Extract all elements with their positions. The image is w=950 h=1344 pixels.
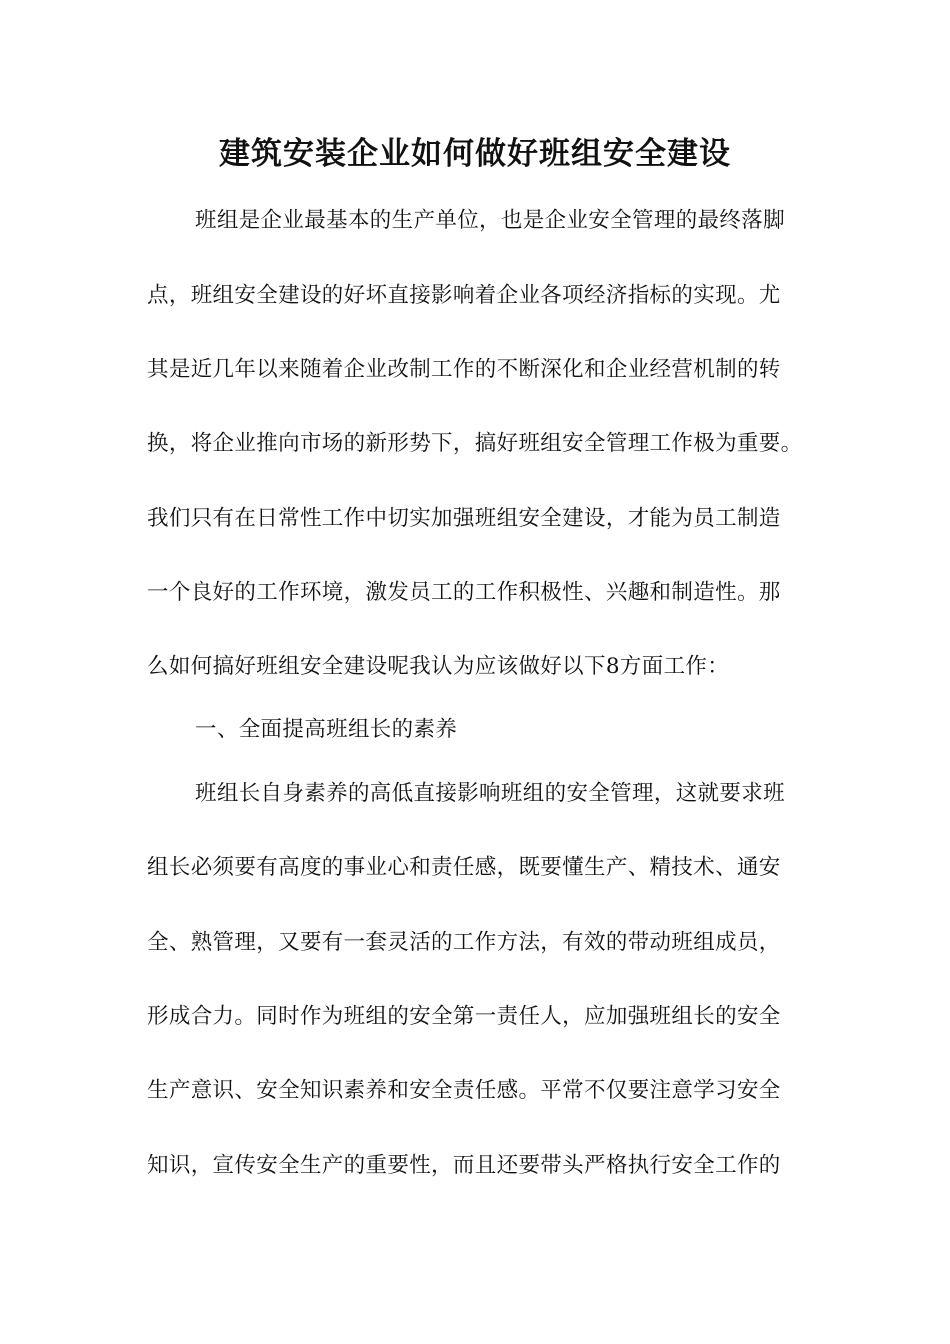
paragraph-line: 我们只有在日常性工作中切实加强班组安全建设，才能为员工制造: [147, 506, 781, 531]
paragraph-line: 其是近几年以来随着企业改制工作的不断深化和企业经营机制的转: [147, 357, 781, 382]
paragraph-line: 生产意识、安全知识素养和安全责任感。平常不仅要注意学习安全: [147, 1078, 781, 1103]
paragraph-line: 组长必须要有高度的事业心和责任感，既要懂生产、精技术、通安: [147, 855, 781, 880]
document-title: 建筑安装企业如何做好班组安全建设: [219, 136, 731, 172]
paragraph-line: 知识，宣传安全生产的重要性，而且还要带头严格执行安全工作的: [147, 1153, 781, 1178]
paragraph-line: 形成合力。同时作为班组的安全第一责任人，应加强班组长的安全: [147, 1004, 781, 1029]
paragraph-line: 全、熟管理，又要有一套灵活的工作方法，有效的带动班组成员，: [147, 930, 781, 955]
paragraph-line: 么如何搞好班组安全建设呢我认为应该做好以下8方面工作：: [147, 654, 730, 679]
paragraph-line: 换，将企业推向市场的新形势下，搞好班组安全管理工作极为重要。: [147, 431, 803, 456]
paragraph-line: 班组长自身素养的高低直接影响班组的安全管理，这就要求班: [195, 781, 785, 806]
paragraph-line: 点，班组安全建设的好坏直接影响着企业各项经济指标的实现。尤: [147, 283, 781, 308]
paragraph-line: 班组是企业最基本的生产单位，也是企业安全管理的最终落脚: [195, 208, 785, 233]
section-heading: 一、全面提高班组长的素养: [195, 717, 458, 742]
paragraph-line: 一个良好的工作环境，激发员工的工作积极性、兴趣和制造性。那: [147, 580, 781, 605]
